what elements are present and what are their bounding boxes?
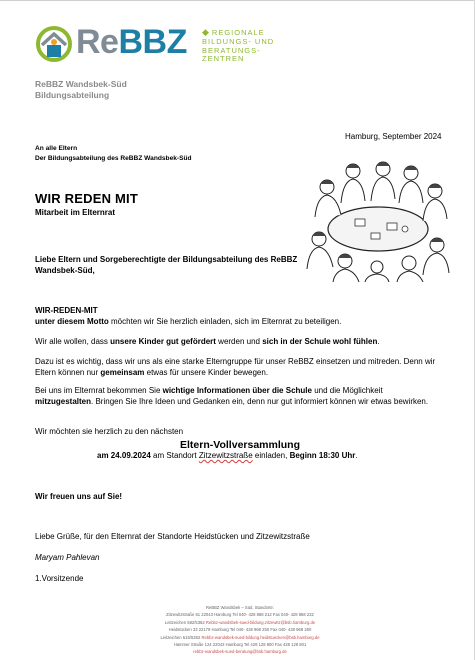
paragraph-text: etwas für unsere Kinder bewegen.: [144, 367, 269, 377]
event-text: .: [355, 451, 358, 460]
paragraph-text: .: [377, 337, 380, 346]
paragraph-text: Dazu ist es wichtig, dass wir uns als eine starke Elterngruppe für unser ReBBZ einsetzen und mitreden. Denn wir Eltern können nur: [35, 357, 436, 377]
paragraph-text: möchten wir Sie herzlich einladen, sich im Elternrat zu beteiligen.: [108, 316, 342, 326]
footer-line: Hammer Straße 124 22043 Hamburg Tel 428 128 800 Fax 428 128 801: [173, 642, 307, 648]
greeting: Liebe Eltern und Sorgeberechtigte der Bildungsabteilung des ReBBZ Wandsbek-Süd,: [35, 255, 298, 275]
signature-role: 1.Vorsitzende: [35, 574, 84, 583]
meeting-illustration: [305, 157, 451, 282]
signature-name: Maryam Pahlevan: [35, 553, 100, 562]
page-top-border: [0, 0, 475, 1]
footer-line: ReBBZ Wandsbek – Süd, Standorte:: [205, 605, 275, 610]
event-date: am 24.09.2024: [97, 451, 151, 460]
event-location: Zitzewitzstraße: [198, 451, 253, 460]
paragraph-bold: mitzugestalten: [35, 396, 92, 406]
logo-wordmark: [76, 22, 187, 62]
org-name: ReBBZ Wandsbek-Süd: [35, 79, 127, 89]
footer-line: Heidstücken 33 22179 Hamburg Tel 040- 428 968 250 Fax 040- 428 968 260: [168, 627, 312, 633]
bullet-dot-icon: ◆: [202, 27, 210, 37]
paragraph-text: Wir alle wollen, dass: [35, 337, 111, 346]
paragraph-bold: unsere Kinder gut gefördert: [110, 337, 216, 346]
footer-text: Leitzeichen 515/5362: [160, 634, 202, 640]
paragraph-text: und die Möglichkeit: [311, 386, 383, 395]
footer-email-link[interactable]: rebbz-wandsbek-sued-beratung@bsb.hamburg.de: [193, 649, 287, 655]
event-title: Eltern-Vollversammlung: [180, 439, 301, 451]
org-block: [35, 79, 127, 100]
footer: [80, 604, 400, 656]
paragraph-bold: unter diesem Motto: [35, 316, 109, 326]
event-text: einladen,: [252, 451, 290, 460]
footer-text: Leitzeichen 582/5362: [164, 619, 206, 625]
event-text: am Standort: [150, 451, 199, 460]
paragraph-text: . Bringen Sie Ihre Ideen und Gedanken ein, denn nur gut informiert können wir etwas bewirken.: [91, 396, 429, 406]
footer-line: Zitzewitzstraße 51 22043 Hamburg Tel 040- 428 868 212 Fax 040- 428 868 222: [166, 612, 314, 618]
footer-email-link[interactable]: Rebbz-wandsbek-sued-bildung.zitzewitz@bsb.hamburg.de: [205, 619, 316, 625]
addressee-line: Der Bildungsabteilung des ReBBZ Wandsbek-Süd: [35, 155, 192, 162]
logo-tagline-line: ZENTREN: [202, 54, 245, 64]
date-line: Hamburg, September 2024: [345, 132, 442, 141]
paragraph-bold: gemeinsam: [100, 367, 145, 377]
logo-tagline-line: BERATUNGS-: [202, 45, 261, 55]
addressee-line: An alle Eltern: [35, 145, 78, 152]
org-department: Bildungsabteilung: [35, 89, 110, 100]
logo-word-re: Re: [76, 23, 119, 61]
letter-subtitle: Mitarbeit im Elternrat: [35, 208, 116, 217]
paragraph-bold: sich in der Schule wohl fühlen: [262, 337, 378, 346]
letter-title: WIR REDEN MIT: [35, 191, 138, 206]
logo-tagline: [202, 28, 274, 64]
regards-line: Liebe Grüße, für den Elternrat der Standorte Heidstücken und Zitzewitzstraße: [35, 532, 310, 541]
footer-email-link[interactable]: Rebbz-wandsbek-sued-bildung.heidstuecken@bsb.hamburg.de: [201, 634, 320, 640]
event-details: [97, 451, 358, 460]
logo-tagline-line: REGIONALE: [211, 28, 265, 37]
paragraph-motto: [35, 306, 440, 327]
paragraph-4: [35, 386, 440, 407]
paragraph-text: werden und: [215, 337, 263, 346]
paragraph-2: [35, 337, 440, 348]
event-time: Beginn 18:30 Uhr: [289, 451, 356, 460]
paragraph-text: Bei uns im Elternrat bekommen Sie: [35, 386, 163, 395]
motto-text: WIR-REDEN-MIT: [35, 306, 98, 315]
paragraph-3: [35, 357, 440, 378]
addressee-block: [35, 144, 192, 164]
rebbz-logo-icon: [33, 25, 75, 63]
paragraph-5: Wir möchten sie herzlich zu den nächsten: [35, 427, 184, 436]
closing-line: Wir freuen uns auf Sie!: [35, 492, 123, 501]
logo-word-bbz: BBZ: [118, 23, 187, 61]
logo-tagline-line: BILDUNGS- UND: [202, 36, 275, 46]
paragraph-bold: wichtige Informationen über die Schule: [162, 386, 312, 395]
